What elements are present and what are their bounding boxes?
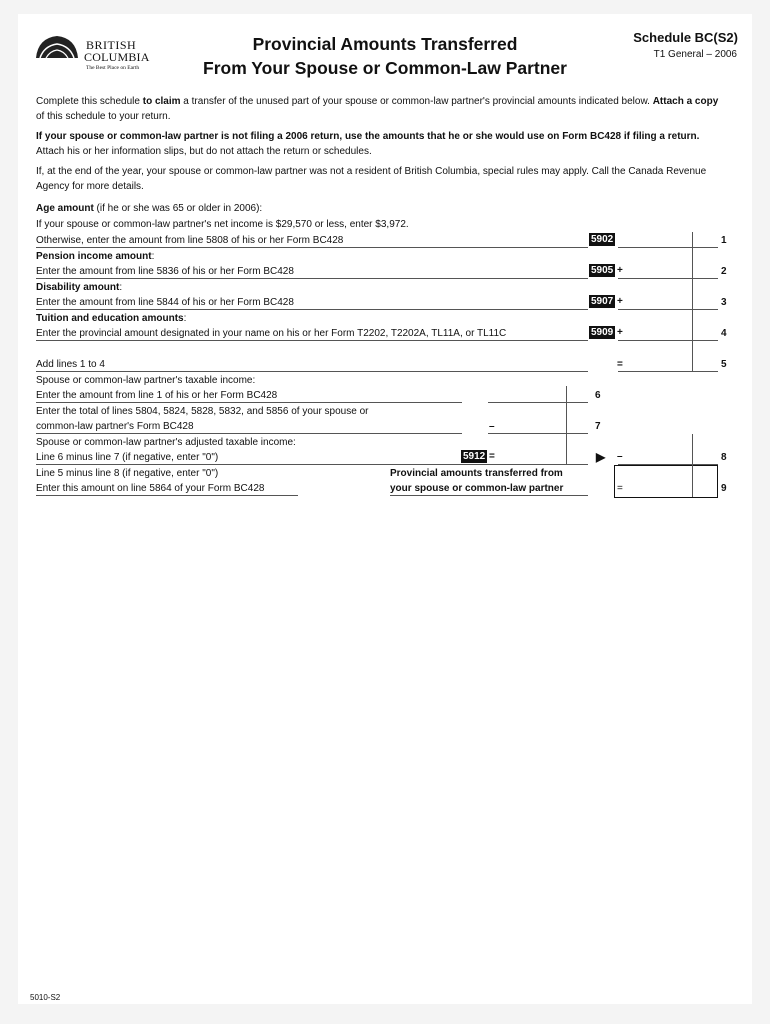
transferred-amounts-label: Provincial amounts transferred from — [390, 468, 563, 479]
arrow-right-icon: ▶ — [596, 450, 606, 464]
line1-rule — [36, 247, 588, 248]
line7-amount-field[interactable] — [488, 433, 588, 434]
equals-operator: = — [617, 359, 623, 370]
logo-line1: BRITISH — [86, 38, 137, 52]
line-number-9: 9 — [721, 483, 727, 494]
age-amount-text: If your spouse or common-law partner's net income is $29,570 or less, enter $3,972. — [36, 219, 409, 230]
line2-amount-field[interactable] — [618, 278, 718, 279]
tuition-instruction: Enter the provincial amount designated in your name on his or her Form T2202, T2202A, TL11A, or TL11C — [36, 328, 507, 339]
line2-field-divider — [692, 248, 693, 279]
line8-mid-divider — [566, 434, 567, 465]
tuition-heading: Tuition and education amounts: — [36, 313, 187, 324]
line1-amount-field[interactable] — [618, 247, 718, 248]
line3-rule — [36, 309, 588, 310]
line6-amount-field[interactable] — [488, 402, 588, 403]
add-lines-text: Add lines 1 to 4 — [36, 359, 105, 370]
line4-amount-field[interactable] — [618, 340, 718, 341]
form-page — [18, 14, 752, 1004]
total-lines-text: Enter the total of lines 5804, 5824, 5828, 5832, and 5856 of your spouse or — [36, 406, 369, 417]
intro-paragraph-1: Complete this schedule to claim a transfer of the unused part of your spouse or common-law partner's provincial amounts indicated below. Attach a copy of this schedule to your return. — [36, 96, 719, 122]
schedule-label: Schedule BC(S2) — [633, 30, 738, 45]
page-title-line1: Provincial Amounts Transferred — [252, 34, 518, 54]
line9-amount-field[interactable] — [614, 465, 718, 498]
line-code-5902: 5902 — [591, 234, 614, 245]
line-code-5912: 5912 — [463, 451, 486, 462]
line7-rule — [36, 433, 462, 434]
line9-instruction: Enter this amount on line 5864 of your Form BC428 — [36, 483, 265, 494]
line7-field-divider — [566, 403, 567, 434]
line4-field-divider — [692, 310, 693, 341]
equals-operator: = — [617, 483, 623, 494]
intro-paragraph-2: If your spouse or common-law partner is not filing a 2006 return, use the amounts that he or she would use on Form BC428 if filing a return. Attach his or her information slips, but do not attach the return or schedules. — [36, 131, 700, 157]
schedule-subtitle: T1 General – 2006 — [653, 49, 737, 60]
line-number-2: 2 — [721, 266, 727, 277]
disability-heading: Disability amount: — [36, 282, 123, 293]
adjusted-income-instruction: Line 6 minus line 7 (if negative, enter "0") — [36, 452, 219, 463]
line6-rule — [36, 402, 462, 403]
logo-line2: COLUMBIA — [84, 50, 150, 64]
line-number-6: 6 — [595, 390, 601, 401]
line9-field-divider — [692, 465, 693, 497]
line-code-5905: 5905 — [591, 265, 614, 276]
line6-field-divider — [566, 386, 567, 403]
age-amount-heading: Age amount (if he or she was 65 or older in 2006): — [36, 203, 263, 214]
line5-field-divider — [692, 341, 693, 372]
sun-mountain-icon — [34, 34, 80, 58]
line8-rule — [36, 464, 588, 465]
line9-rule-right — [390, 495, 588, 496]
form-id: 5010-S2 — [30, 993, 61, 1002]
line5-rule — [36, 371, 588, 372]
page-title-line2: From Your Spouse or Common-Law Partner — [203, 58, 567, 78]
minus-operator: – — [617, 451, 623, 462]
line-number-4: 4 — [721, 328, 727, 339]
line1-field-divider — [692, 232, 693, 248]
equals-operator: = — [489, 451, 495, 462]
intro-paragraph-3: If, at the end of the year, your spouse or common-law partner was not a resident of British Columbia, special rules may apply. Call the Canada Revenue Agency for more details. — [36, 166, 707, 192]
line-code-5909: 5909 — [591, 327, 614, 338]
line-number-7: 7 — [595, 421, 601, 432]
transferred-amounts-label-2: your spouse or common-law partner — [390, 483, 564, 494]
plus-operator: + — [617, 296, 623, 307]
minus-operator: – — [489, 421, 495, 432]
line3-amount-field[interactable] — [618, 309, 718, 310]
pension-heading: Pension income amount: — [36, 251, 155, 262]
plus-operator: + — [617, 265, 623, 276]
line4-rule — [36, 340, 588, 341]
logo-tagline: The Best Place on Earth — [86, 65, 140, 71]
taxable-income-label: Spouse or common-law partner's taxable income: — [36, 375, 256, 386]
taxable-income-instruction: Enter the amount from line 1 of his or her Form BC428 — [36, 390, 278, 401]
line3-field-divider — [692, 279, 693, 310]
line2-rule — [36, 278, 588, 279]
line-number-8: 8 — [721, 452, 727, 463]
plus-operator: + — [617, 327, 623, 338]
line8-field-divider — [692, 434, 693, 465]
bc-logo — [34, 28, 150, 78]
line5-amount-field[interactable] — [618, 371, 718, 372]
adjusted-income-label: Spouse or common-law partner's adjusted taxable income: — [36, 437, 296, 448]
age-amount-instruction: Otherwise, enter the amount from line 5808 of his or her Form BC428 — [36, 235, 344, 246]
line-number-3: 3 — [721, 297, 727, 308]
line-number-1: 1 — [721, 235, 727, 246]
total-lines-form: common-law partner's Form BC428 — [36, 421, 194, 432]
line9-calc-text: Line 5 minus line 8 (if negative, enter "0") — [36, 468, 219, 479]
disability-instruction: Enter the amount from line 5844 of his or her Form BC428 — [36, 297, 294, 308]
line9-rule-left — [36, 495, 298, 496]
line-code-5907: 5907 — [591, 296, 614, 307]
pension-instruction: Enter the amount from line 5836 of his or her Form BC428 — [36, 266, 294, 277]
line-number-5: 5 — [721, 359, 727, 370]
